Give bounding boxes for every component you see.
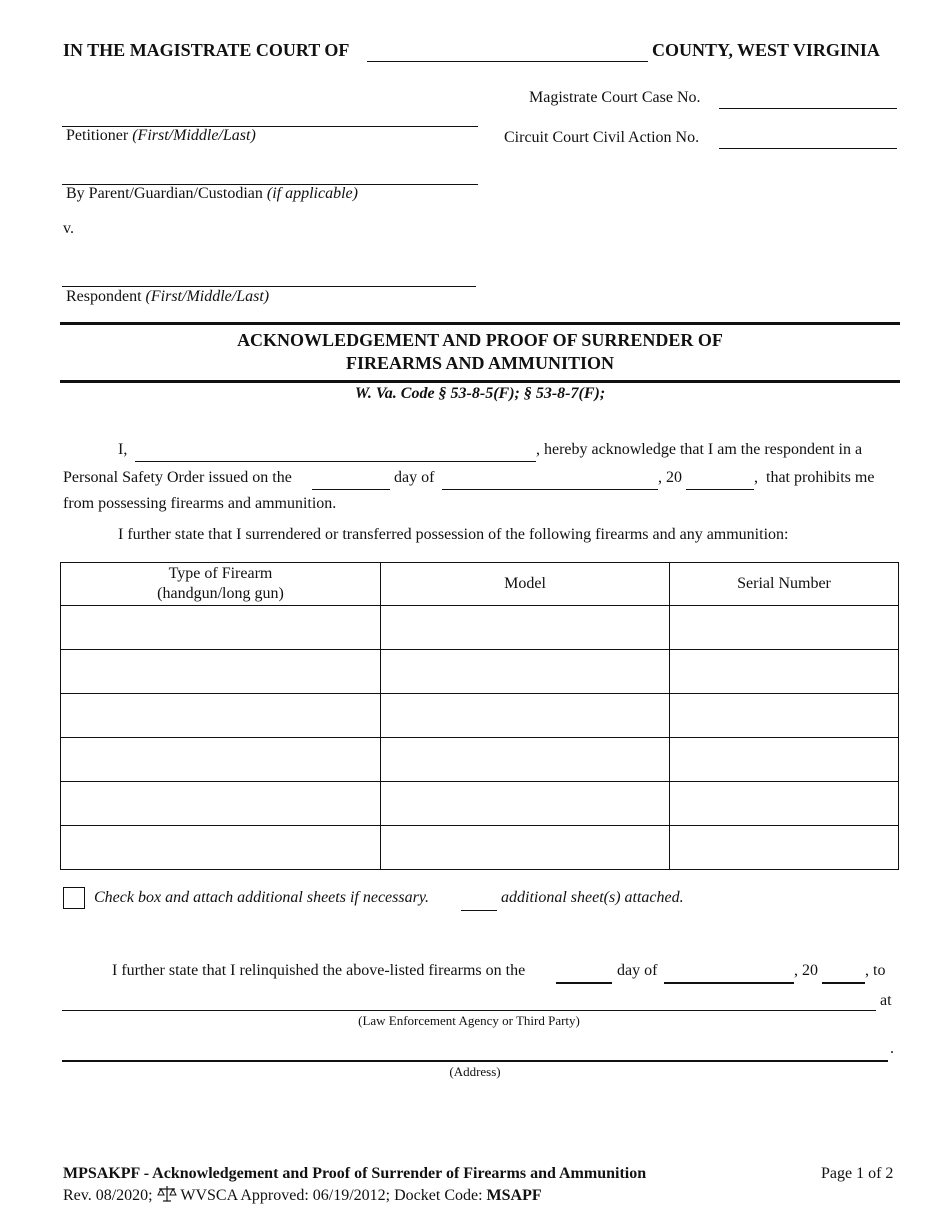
petitioner-label: Petitioner <box>66 127 129 144</box>
relinquish-text: I further state that I relinquished the above-listed firearms on the <box>112 962 526 979</box>
table-row <box>61 738 899 782</box>
address-field[interactable] <box>62 1060 888 1062</box>
checkbox-label: Check box and attach additional sheets if necessary. <box>94 889 430 906</box>
firearm-type-cell[interactable] <box>61 694 381 738</box>
title-top-rule <box>60 322 900 325</box>
agency-field[interactable] <box>62 1010 876 1011</box>
magistrate-case-label: Magistrate Court Case No. <box>529 89 701 106</box>
title-line-2: FIREARMS AND AMMUNITION <box>345 353 614 373</box>
relinquish-to-label: , to <box>865 962 886 979</box>
pso-day-field[interactable] <box>312 489 390 490</box>
revision-text: Rev. 08/2020; <box>63 1187 153 1204</box>
docket-code: MSAPF <box>486 1187 542 1204</box>
respondent-caption <box>66 288 269 306</box>
firearm-serial-cell[interactable] <box>670 738 899 782</box>
title-line-1: ACKNOWLEDGEMENT AND PROOF OF SURRENDER OF <box>237 330 723 350</box>
header-type-line-2: (handgun/long gun) <box>157 585 284 602</box>
firearms-table <box>60 562 899 870</box>
footer-revision <box>63 1185 542 1208</box>
form-code: MPSAKPF <box>63 1165 140 1182</box>
court-prefix: IN THE MAGISTRATE COURT OF <box>63 40 350 60</box>
pso-year-field[interactable] <box>686 489 754 490</box>
i-label: I, <box>118 441 128 458</box>
form-title: - Acknowledgement and Proof of Surrender of Firearms and Ammunition <box>139 1165 647 1182</box>
versus-label: v. <box>63 220 74 237</box>
relinquish-year-prefix: , 20 <box>794 962 818 979</box>
firearm-serial-cell[interactable] <box>670 694 899 738</box>
acknowledge-text: , hereby acknowledge that I am the respondent in a <box>536 441 863 458</box>
firearm-model-cell[interactable] <box>381 694 670 738</box>
possessing-text: from possessing firearms and ammunition. <box>63 495 337 512</box>
firearm-model-cell[interactable] <box>381 606 670 650</box>
footer-form-title <box>63 1165 646 1183</box>
table-row <box>61 782 899 826</box>
header-type-line-1: Type of Firearm <box>168 565 273 582</box>
pso-year-prefix: , 20 <box>658 469 682 486</box>
header-serial-number: Serial Number <box>670 563 899 606</box>
approved-text: WVSCA Approved: 06/19/2012; Docket Code: <box>180 1187 483 1204</box>
table-row <box>61 826 899 870</box>
magistrate-case-number-field[interactable] <box>719 108 897 109</box>
firearm-type-cell[interactable] <box>61 650 381 694</box>
respondent-name-field[interactable] <box>62 286 476 287</box>
court-suffix: COUNTY, WEST VIRGINIA <box>652 40 880 60</box>
county-name-field[interactable] <box>367 61 648 62</box>
sheet-count-field[interactable] <box>461 910 497 911</box>
circuit-case-number-field[interactable] <box>719 148 897 149</box>
firearm-type-cell[interactable] <box>61 606 381 650</box>
firearm-model-cell[interactable] <box>381 738 670 782</box>
agency-caption: (Law Enforcement Agency or Third Party) <box>358 1013 580 1028</box>
sheets-attached-label: additional sheet(s) attached. <box>501 889 684 906</box>
respondent-signature-name-field[interactable] <box>135 461 536 462</box>
relinquish-day-of-label: day of <box>617 962 658 979</box>
additional-sheets-checkbox[interactable] <box>63 887 85 909</box>
guardian-label: By Parent/Guardian/Custodian <box>66 185 263 202</box>
respondent-label: Respondent <box>66 288 142 305</box>
header-type-of-firearm <box>61 563 381 606</box>
firearm-model-cell[interactable] <box>381 826 670 870</box>
firearm-serial-cell[interactable] <box>670 782 899 826</box>
petitioner-caption <box>66 127 256 145</box>
guardian-caption <box>66 185 358 203</box>
firearm-serial-cell[interactable] <box>670 826 899 870</box>
scales-of-justice-icon <box>157 1185 177 1208</box>
petitioner-hint: (First/Middle/Last) <box>132 127 256 144</box>
pso-issued-text: Personal Safety Order issued on the <box>63 469 292 486</box>
firearm-serial-cell[interactable] <box>670 650 899 694</box>
further-state-text: I further state that I surrendered or transferred possession of the following firearms and any ammunition: <box>118 526 789 543</box>
relinquish-month-field[interactable] <box>664 982 794 984</box>
firearm-serial-cell[interactable] <box>670 606 899 650</box>
circuit-case-label: Circuit Court Civil Action No. <box>504 129 700 146</box>
relinquish-year-field[interactable] <box>822 982 865 984</box>
firearm-model-cell[interactable] <box>381 650 670 694</box>
pso-day-of-label: day of <box>394 469 435 486</box>
title-bottom-rule <box>60 380 900 383</box>
page-number: Page 1 of 2 <box>821 1165 894 1182</box>
at-label: at <box>880 992 892 1009</box>
firearm-type-cell[interactable] <box>61 826 381 870</box>
prohibits-text: , that prohibits me <box>754 469 875 486</box>
respondent-hint: (First/Middle/Last) <box>145 288 270 305</box>
firearm-type-cell[interactable] <box>61 782 381 826</box>
firearm-model-cell[interactable] <box>381 782 670 826</box>
firearm-type-cell[interactable] <box>61 738 381 782</box>
table-row <box>61 650 899 694</box>
table-row <box>61 694 899 738</box>
guardian-hint: (if applicable) <box>266 185 358 202</box>
relinquish-day-field[interactable] <box>556 982 612 984</box>
address-period: . <box>890 1040 894 1057</box>
table-row <box>61 606 899 650</box>
pso-month-field[interactable] <box>442 489 658 490</box>
header-model: Model <box>381 563 670 606</box>
code-reference: W. Va. Code § 53-8-5(F); § 53-8-7(F); <box>354 385 606 402</box>
address-caption: (Address) <box>449 1064 501 1079</box>
